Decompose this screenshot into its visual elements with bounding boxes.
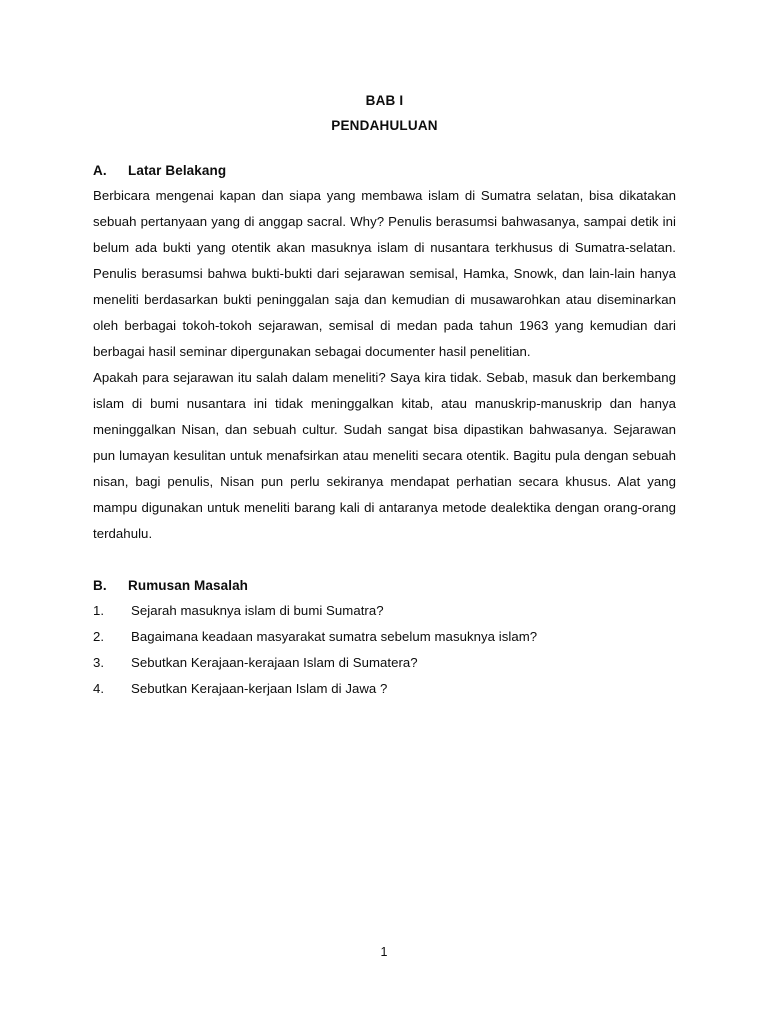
section-heading-a [93, 158, 676, 183]
list-item-number: 1. [93, 603, 105, 618]
section-label-a: Latar Belakang [128, 163, 227, 178]
document-body [93, 88, 676, 702]
list-item [93, 676, 676, 702]
paragraph-latar-belakang-1: Berbicara mengenai kapan dan siapa yang membawa islam di Sumatra selatan, bisa dikatakan sebuah pertanyaan yang di anggap sacral. Why? Penulis berasumsi bahwasanya, sampai detik ini belum ada bukti yang otentik akan masuknya islam di nusantara terkhusus di Sumatra-selatan. Penulis berasumsi bahwa bukti-bukti dari sejarawan semisal, Hamka, Snowk, dan lain-lain hanya meneliti berdasarkan bukti peninggalan saja dan kemudian di musawarohkan atau diseminarkan oleh berbagai tokoh-tokoh sejarawan, semisal di medan pada tahun 1963 yang kemudian dari berbagai hasil seminar dipergunakan sebagai documenter hasil penelitian. [93, 188, 676, 359]
list-item-number: 2. [93, 629, 105, 644]
section-spacer [93, 547, 676, 573]
list-item [93, 650, 676, 676]
list-item [93, 624, 676, 650]
list-item-text: Bagaimana keadaan masyarakat sumatra sebelum masuknya islam? [131, 629, 538, 644]
heading-spacer [93, 138, 676, 158]
chapter-title-line-2: PENDAHULUAN [331, 118, 438, 133]
list-item-text: Sejarah masuknya islam di bumi Sumatra? [131, 603, 384, 618]
section-label-b: Rumusan Masalah [128, 578, 249, 593]
chapter-title-line-1: BAB I [365, 93, 404, 108]
list-item [93, 598, 676, 624]
section-marker-a: A. [93, 163, 107, 178]
page-number: 1 [380, 945, 388, 959]
rumusan-masalah-list [93, 598, 676, 702]
section-heading-b [93, 573, 676, 598]
paragraph-latar-belakang-2: Apakah para sejarawan itu salah dalam meneliti? Saya kira tidak. Sebab, masuk dan berkembang islam di bumi nusantara ini tidak meninggalkan kitab, atau manuskrip-manuskrip dan hanya meninggalkan Nisan, dan sebuah cultur. Sudah sangat bisa dipastikan bahwasanya. Sejarawan pun lumayan kesulitan untuk menafsirkan atau meneliti secara otentik. Bagitu pula dengan sebuah nisan, bagi penulis, Nisan pun perlu sekiranya mendapat perhatian secara khusus. Alat yang mampu digunakan untuk meneliti barang kali di antaranya metode dealektika dengan orang-orang terdahulu. [93, 370, 676, 541]
list-item-text: Sebutkan Kerajaan-kerajaan Islam di Sumatera? [131, 655, 418, 670]
list-item-number: 4. [93, 681, 105, 696]
section-marker-b: B. [93, 578, 107, 593]
list-item-number: 3. [93, 655, 105, 670]
list-item-text: Sebutkan Kerajaan-kerjaan Islam di Jawa ? [131, 681, 388, 696]
